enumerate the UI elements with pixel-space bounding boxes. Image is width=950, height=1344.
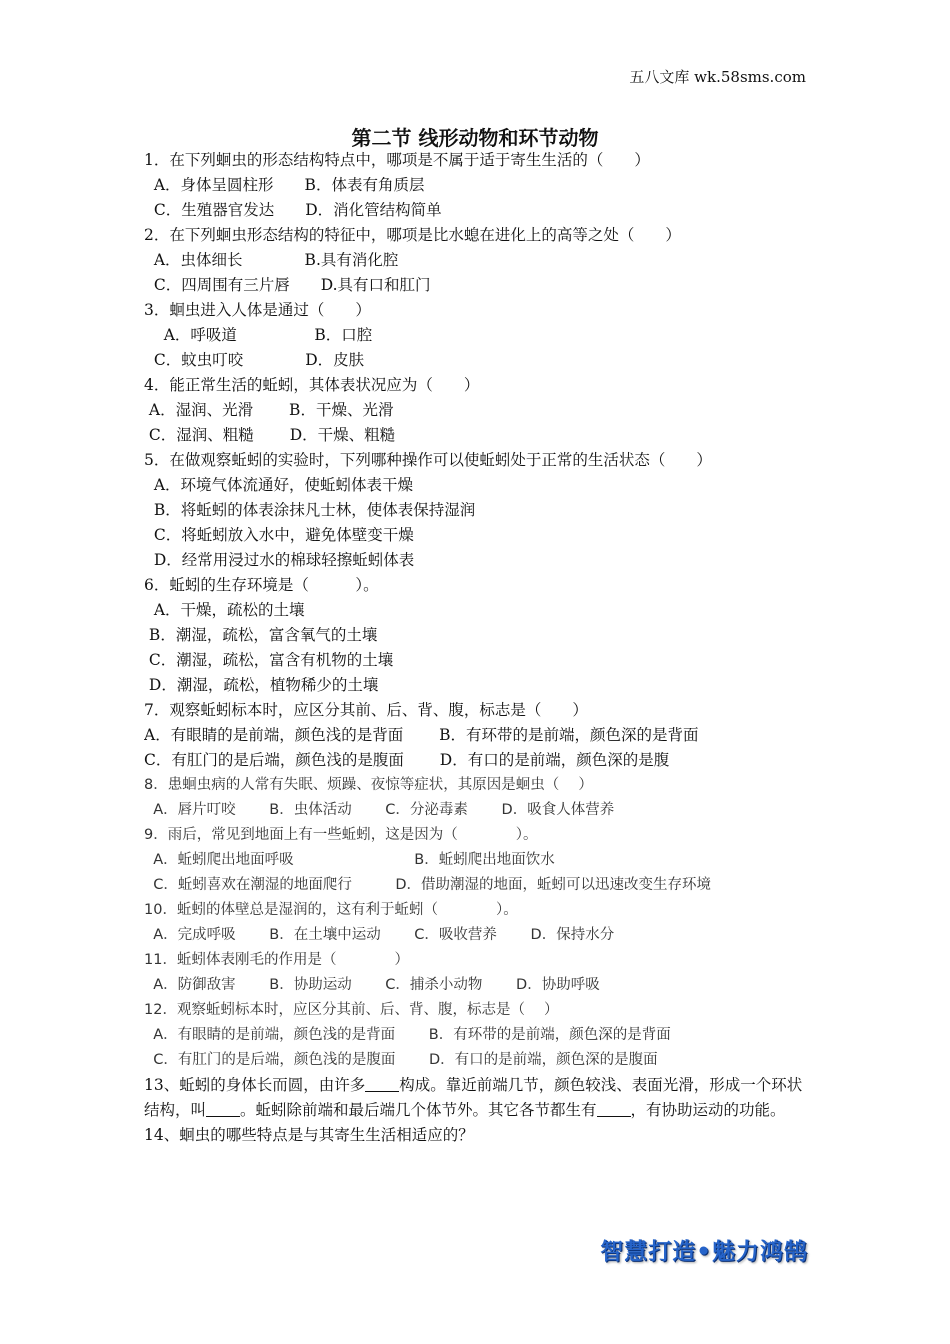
- question-line: C．有肛门的是后端，颜色浅的是腹面 D．有口的是前端，颜色深的是腹: [144, 751, 670, 769]
- question-line: C．有肛门的是后端，颜色浅的是腹面 D．有口的是前端，颜色深的是腹面: [144, 1052, 658, 1068]
- question-13: [144, 1073, 809, 1123]
- site-header: 五八文库 wk.58sms.com: [629, 68, 806, 86]
- question-line: 6．蚯蚓的生存环境是（ ）。: [144, 576, 379, 594]
- q13-text-2: 构成。靠近前端几节，颜色较浅、表面光滑，形成一个环状结构，叫: [144, 1076, 803, 1119]
- question-line: 4．能正常生活的蚯蚓，其体表状况应为（ ）: [144, 376, 480, 394]
- q13-blank-2: [206, 1100, 240, 1117]
- question-line: C．四周围有三片唇 D.具有口和肛门: [144, 276, 431, 294]
- question-line: C．潮湿，疏松，富含有机物的土壤: [144, 651, 394, 669]
- question-line: 1．在下列蛔虫的形态结构特点中，哪项是不属于适于寄生生活的（ ）: [144, 151, 650, 169]
- question-line: A．有眼睛的是前端，颜色浅的是背面 B．有环带的是前端，颜色深的是背面: [144, 1027, 671, 1043]
- question-line: D．潮湿，疏松，植物稀少的土壤: [144, 676, 379, 694]
- question-line: 5．在做观察蚯蚓的实验时，下列哪种操作可以使蚯蚓处于正常的生活状态（ ）: [144, 451, 712, 469]
- question-line: C．蚯蚓喜欢在潮湿的地面爬行 D．借助潮湿的地面，蚯蚓可以迅速改变生存环境: [144, 877, 712, 893]
- question-line: 9．雨后，常见到地面上有一些蚯蚓，这是因为（ ）。: [144, 827, 538, 843]
- question-line: A．呼吸道 B．口腔: [144, 326, 373, 344]
- question-line: B．将蚯蚓的体表涂抹凡士林，使体表保持湿润: [144, 501, 476, 519]
- question-line: A．防御敌害 B．协助运动 C．捕杀小动物 D．协助呼吸: [144, 977, 600, 993]
- question-line: 11．蚯蚓体表刚毛的作用是（ ）: [144, 952, 409, 968]
- footer-slogan: 智慧打造•魅力鸿鹄: [600, 1239, 808, 1265]
- page-title: 第二节 线形动物和环节动物: [351, 126, 599, 150]
- question-line: A．湿润、光滑 B．干燥、光滑: [144, 401, 394, 419]
- question-line: A．完成呼吸 B．在土壤中运动 C．吸收营养 D．保持水分: [144, 927, 615, 943]
- question-line: A．干燥，疏松的土壤: [144, 601, 305, 619]
- q13-text-3: 。蚯蚓除前端和最后端几个体节外。其它各节都生有: [240, 1101, 597, 1119]
- question-line: 3．蛔虫进入人体是通过（ ）: [144, 301, 371, 319]
- question-line: A．有眼睛的是前端，颜色浅的是背面 B．有环带的是前端，颜色深的是背面: [144, 726, 699, 744]
- question-line: B．潮湿，疏松，富含氧气的土壤: [144, 626, 378, 644]
- question-line: 12．观察蚯蚓标本时，应区分其前、后、背、腹，标志是（ ）: [144, 1002, 559, 1018]
- q13-blank-1: [365, 1075, 399, 1092]
- question-line: 10．蚯蚓的体壁总是湿润的，这有利于蚯蚓（ ）。: [144, 902, 518, 918]
- question-line: D．经常用浸过水的棉球轻擦蚯蚓体表: [144, 551, 415, 569]
- q13-text-1: 13、蚯蚓的身体长而圆，由许多: [144, 1076, 366, 1094]
- document-body: [144, 148, 809, 1148]
- question-lines: [144, 148, 809, 1073]
- question-line: A．唇片叮咬 B．虫体活动 C．分泌毒素 D．吸食人体营养: [144, 802, 615, 818]
- question-line: C．将蚯蚓放入水中，避免体壁变干燥: [144, 526, 414, 544]
- question-line: 8．患蛔虫病的人常有失眠、烦躁、夜惊等症状，其原因是蛔虫（ ）: [144, 777, 593, 793]
- question-line: 2．在下列蛔虫形态结构的特征中，哪项是比水螅在进化上的高等之处（ ）: [144, 226, 681, 244]
- q13-blank-3: [597, 1100, 631, 1117]
- question-line: C．湿润、粗糙 D．干燥、粗糙: [144, 426, 396, 444]
- question-line: 7．观察蚯蚓标本时，应区分其前、后、背、腹，标志是（ ）: [144, 701, 588, 719]
- question-line: A．虫体细长 B.具有消化腔: [144, 251, 399, 269]
- q13-text-4: ，有协助运动的功能。: [630, 1101, 786, 1119]
- question-line: A．蚯蚓爬出地面呼吸 B．蚯蚓爬出地面饮水: [144, 852, 555, 868]
- question-line: C．蚊虫叮咬 D．皮肤: [144, 351, 365, 369]
- question-line: A．环境气体流通好，使蚯蚓体表干燥: [144, 476, 414, 494]
- question-14: 14、蛔虫的哪些特点是与其寄生生活相适应的？: [144, 1126, 474, 1144]
- question-line: C．生殖器官发达 D．消化管结构简单: [144, 201, 442, 219]
- question-line: A．身体呈圆柱形 B．体表有角质层: [144, 176, 425, 194]
